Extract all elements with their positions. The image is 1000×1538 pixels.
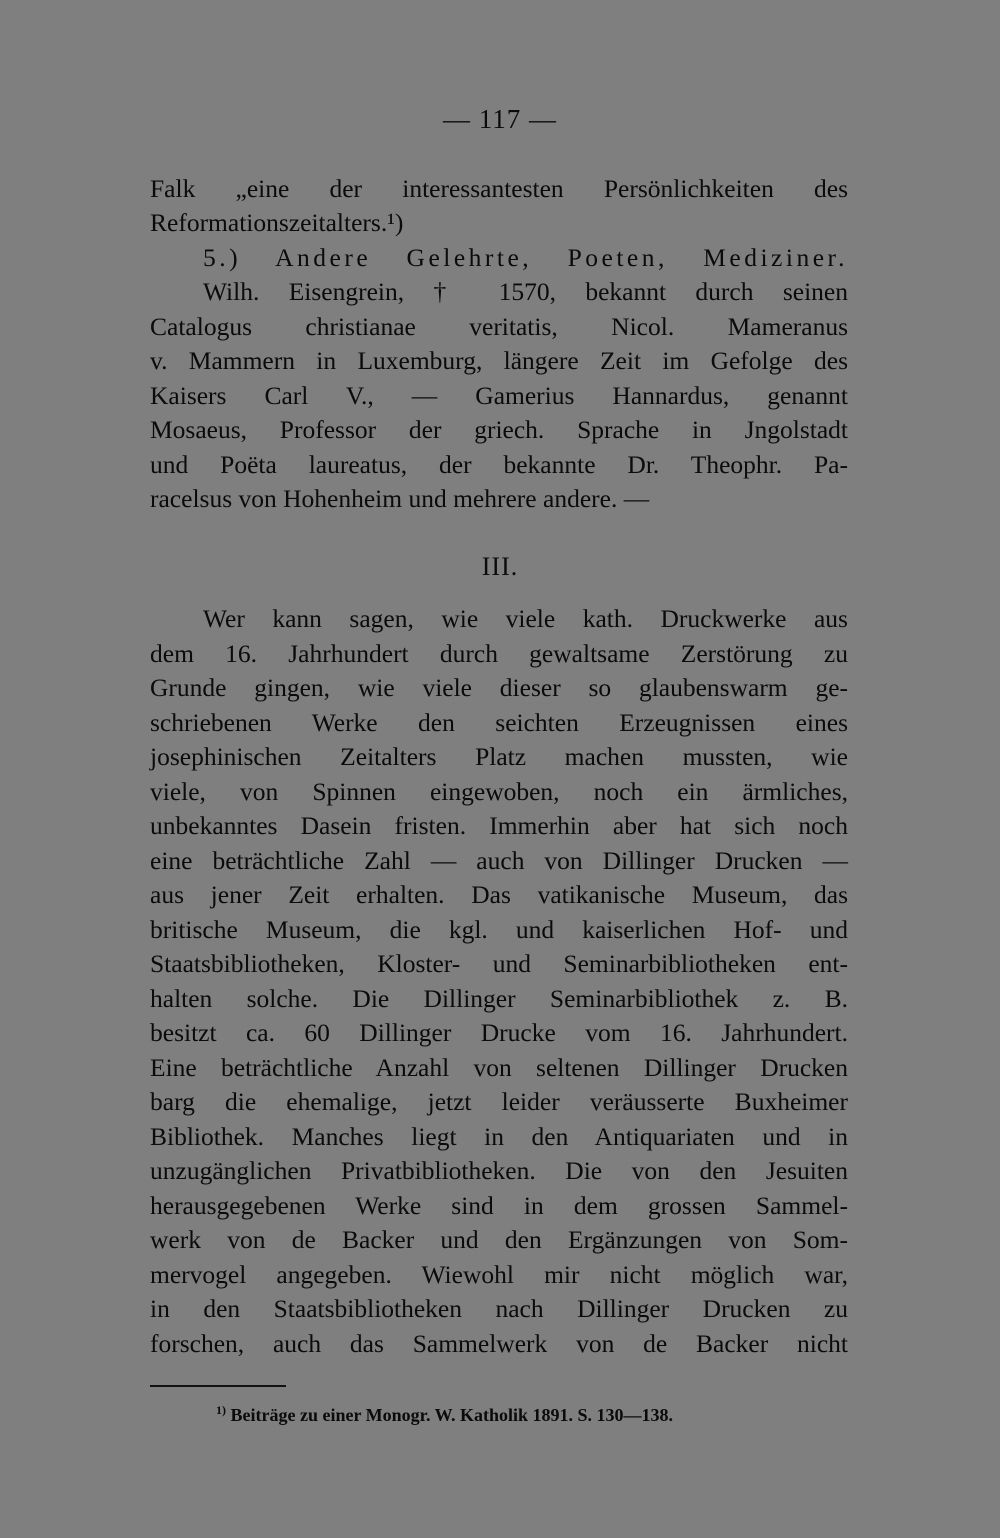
text-line: besitzt ca. 60 Dillinger Drucke vom 16. Jahrhundert. xyxy=(150,1018,848,1047)
text-line: mervogel angegeben. Wiewohl mir nicht möglich war, xyxy=(150,1260,848,1289)
text-line: unbekanntes Dasein fristen. Immerhin aber hat sich noch xyxy=(150,811,848,840)
text-line: Falk „eine der interessantesten Persönlichkeiten des xyxy=(150,174,848,203)
text-line: Kaisers Carl V., — Gamerius Hannardus, genannt xyxy=(150,381,848,410)
text-line: Wer kann sagen, wie viele kath. Druckwerke aus xyxy=(203,604,848,633)
text-line: v. Mammern in Luxemburg, längere Zeit im Gefolge des xyxy=(150,346,848,375)
text-line: forschen, auch das Sammelwerk von de Backer nicht xyxy=(150,1329,848,1358)
text-line: und Poëta laureatus, der bekannte Dr. Theophr. Pa- xyxy=(150,450,848,479)
text-line: aus jener Zeit erhalten. Das vatikanische Museum, das xyxy=(150,880,848,909)
text-line: eine beträchtliche Zahl — auch von Dillinger Drucken — xyxy=(150,846,848,875)
footnote-marker: 1) xyxy=(216,1403,226,1417)
text-line: werk von de Backer und den Ergänzungen von Som- xyxy=(150,1225,848,1254)
text-line: schriebenen Werke den seichten Erzeugnissen eines xyxy=(150,708,848,737)
text-line: halten solche. Die Dillinger Seminarbibliothek z. B. xyxy=(150,984,848,1013)
footnote-divider xyxy=(150,1385,286,1387)
text-line: racelsus von Hohenheim und mehrere andere. — xyxy=(150,484,650,513)
text-line: britische Museum, die kgl. und kaiserlichen Hof- und xyxy=(150,915,848,944)
text-line: Staatsbibliotheken, Kloster- und Seminarbibliotheken ent- xyxy=(150,949,848,978)
text-line: herausgegebenen Werke sind in dem grossen Sammel- xyxy=(150,1191,848,1220)
footnote xyxy=(216,1403,673,1426)
section-heading-line: 5.) Andere Gelehrte, Poeten, Mediziner. xyxy=(203,243,848,272)
text-line: Catalogus christianae veritatis, Nicol. Mameranus xyxy=(150,312,848,341)
text-line: Eine beträchtliche Anzahl von seltenen Dillinger Drucken xyxy=(150,1053,848,1082)
text-line: Wilh. Eisengrein, † 1570, bekannt durch seinen xyxy=(203,277,848,306)
text-line: Grunde gingen, wie viele dieser so glaubenswarm ge- xyxy=(150,673,848,702)
text-line: Bibliothek. Manches liegt in den Antiquariaten und in xyxy=(150,1122,848,1151)
text-line: dem 16. Jahrhundert durch gewaltsame Zerstörung zu xyxy=(150,639,848,668)
text-line: viele, von Spinnen eingewoben, noch ein ärmliches, xyxy=(150,777,848,806)
text-line: Mosaeus, Professor der griech. Sprache in Jngolstadt xyxy=(150,415,848,444)
chapter-heading: III. xyxy=(481,552,519,581)
text-line: unzugänglichen Privatbibliotheken. Die von den Jesuiten xyxy=(150,1156,848,1185)
text-line: Reformationszeitalters.¹) xyxy=(150,208,404,237)
page-number: — 117 — xyxy=(443,104,557,134)
text-line: josephinischen Zeitalters Platz machen mussten, wie xyxy=(150,742,848,771)
text-line: barg die ehemalige, jetzt leider veräusserte Buxheimer xyxy=(150,1087,848,1116)
text-line: in den Staatsbibliotheken nach Dillinger Drucken zu xyxy=(150,1294,848,1323)
footnote-text: Beiträge zu einer Monogr. W. Katholik 1891. S. 130—138. xyxy=(230,1405,674,1425)
